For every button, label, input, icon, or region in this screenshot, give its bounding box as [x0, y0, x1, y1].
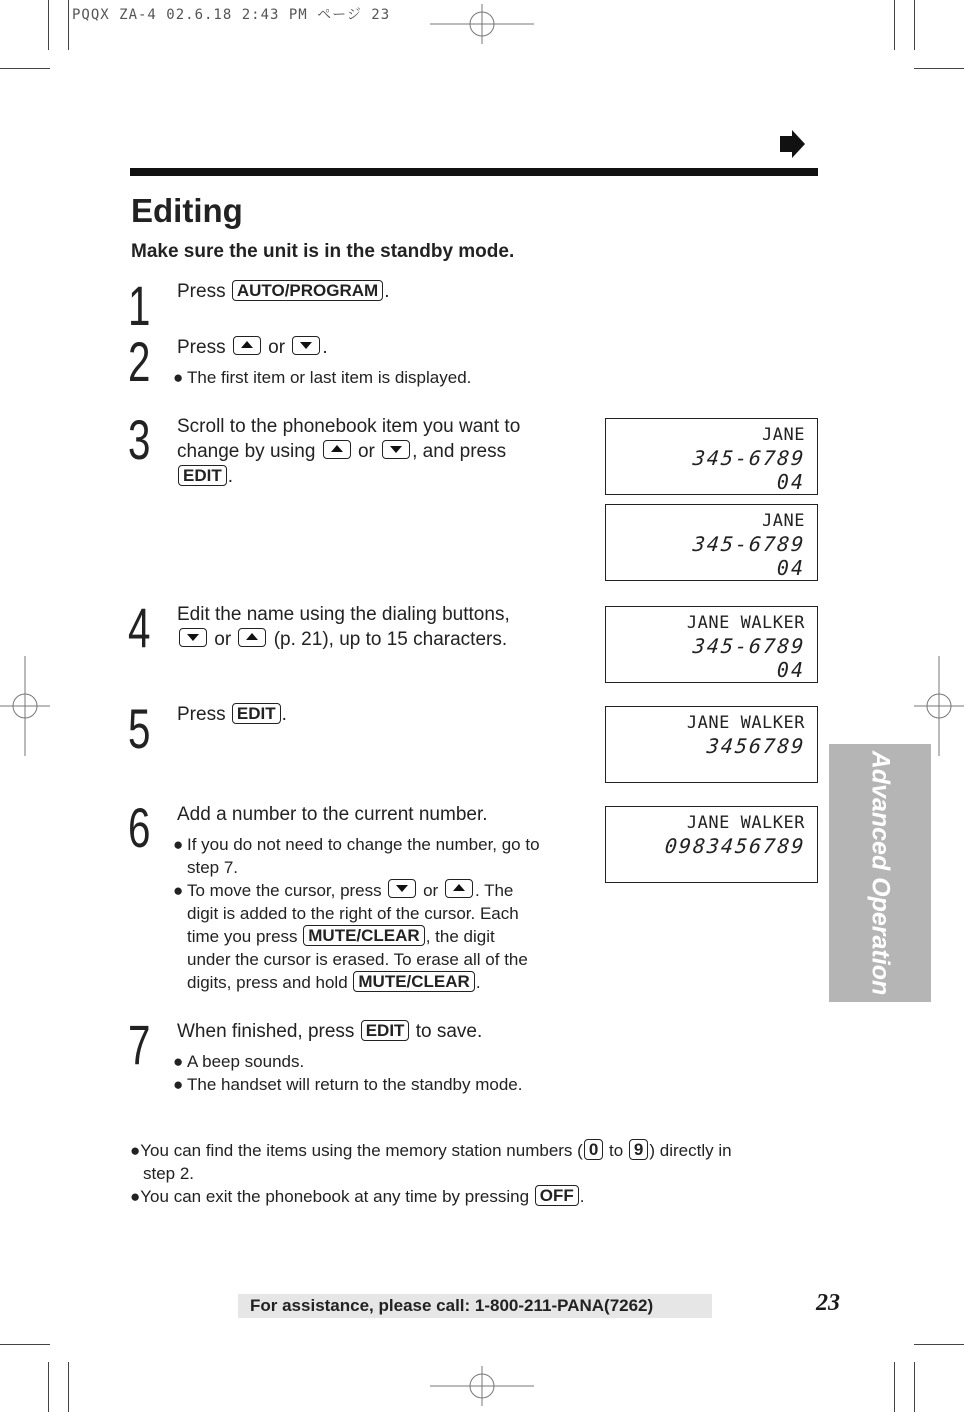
step-number: 4: [128, 596, 151, 659]
step-6-text: Add a number to the current number.: [177, 804, 488, 825]
crop-mark: [68, 0, 69, 50]
step-3-text: Scroll to the phonebook item you want to change by using or , and press EDIT .: [177, 416, 521, 487]
lcd-name: JANE: [762, 425, 805, 445]
step-2-text: Press or .: [177, 337, 328, 358]
edit-key: EDIT: [178, 465, 227, 486]
crop-mark: [48, 0, 49, 50]
up-arrow-key-icon: [238, 628, 266, 647]
lcd-display-2: [605, 504, 818, 581]
step-number: 6: [128, 796, 151, 859]
lcd-display-4: [605, 706, 818, 783]
crop-mark: [914, 68, 964, 69]
registration-mark: [914, 656, 964, 756]
continue-arrow-icon: [780, 130, 806, 158]
lcd-display-1: [605, 418, 818, 495]
edit-key: EDIT: [232, 703, 281, 724]
step-6-bullet-2: ● To move the cursor, press or . The digit is added to the right of the cursor. Each time you press MUTE/CLEAR , the digit under the cursor is erased. To erase all of the digits, press and hold MUTE/CLEAR .: [173, 881, 528, 992]
crop-mark: [914, 1344, 964, 1345]
section-side-tab-label: Advanced Operation: [866, 750, 895, 996]
down-arrow-key-icon: [292, 336, 320, 355]
lcd-station: 04: [776, 556, 805, 580]
crop-mark: [914, 1362, 915, 1412]
off-key: OFF: [535, 1185, 579, 1206]
lcd-station: 04: [776, 658, 805, 682]
step-7-text: When finished, press EDIT to save.: [177, 1021, 483, 1042]
registration-mark: [430, 4, 534, 44]
lcd-station: 04: [776, 470, 805, 494]
step-number: 3: [128, 408, 151, 471]
lcd-display-3: [605, 606, 818, 683]
note-1: ●You can find the items using the memory station numbers ( 0 to 9 ) directly in step 2.: [130, 1140, 732, 1183]
crop-mark: [68, 1362, 69, 1412]
lcd-number: 0983456789: [663, 834, 807, 858]
step-number: 2: [128, 330, 151, 393]
crop-mark: [48, 1362, 49, 1412]
section-side-tab: [829, 744, 931, 1002]
crop-mark: [914, 0, 915, 50]
edit-key: EDIT: [361, 1020, 410, 1041]
step-number: 1: [128, 274, 151, 337]
assistance-banner: [238, 1294, 712, 1318]
crop-mark: [894, 0, 895, 50]
step-2-bullet: ● The first item or last item is displayed.: [173, 368, 472, 387]
note-2: ●You can exit the phonebook at any time by pressing OFF .: [130, 1186, 585, 1206]
step-7-bullet-2: ● The handset will return to the standby mode.: [173, 1075, 523, 1094]
lcd-number: 345-6789: [691, 532, 807, 556]
key-0: 0: [584, 1139, 603, 1160]
down-arrow-key-icon: [388, 879, 416, 898]
step-7-bullet-1: ● A beep sounds.: [173, 1052, 305, 1071]
registration-mark: [430, 1366, 534, 1406]
step-6-bullet-1: ● If you do not need to change the number, go to step 7.: [173, 835, 540, 877]
lcd-number: 345-6789: [691, 446, 807, 470]
lcd-number: 345-6789: [691, 634, 807, 658]
mute-clear-key: MUTE/CLEAR: [303, 925, 424, 946]
lcd-name: JANE WALKER: [686, 713, 805, 733]
down-arrow-key-icon: [179, 628, 207, 647]
lcd-name: JANE: [762, 511, 805, 531]
key-9: 9: [629, 1139, 648, 1160]
step-number: 7: [128, 1013, 151, 1076]
step-1-text: Press AUTO/PROGRAM .: [177, 281, 390, 302]
step-number: 5: [128, 697, 151, 760]
up-arrow-key-icon: [445, 879, 473, 898]
auto-program-key: AUTO/PROGRAM: [232, 280, 383, 301]
page-subtitle: Make sure the unit is in the standby mode.: [131, 241, 515, 262]
down-arrow-key-icon: [382, 440, 410, 459]
step-5-text: Press EDIT .: [177, 704, 287, 725]
lcd-name: JANE WALKER: [686, 813, 805, 833]
step-4-text: Edit the name using the dialing buttons, or (p. 21), up to 15 characters.: [177, 604, 510, 650]
print-mark: PQQX ZA-4 02.6.18 2:43 PM ページ 23: [72, 7, 391, 23]
page-title: Editing: [131, 192, 243, 229]
lcd-number: 3456789: [705, 734, 807, 758]
lcd-display-5: [605, 806, 818, 883]
crop-mark: [0, 1344, 50, 1345]
lcd-name: JANE WALKER: [686, 613, 805, 633]
up-arrow-key-icon: [323, 440, 351, 459]
mute-clear-key: MUTE/CLEAR: [353, 971, 474, 992]
assistance-text: For assistance, please call: 1-800-211-PANA(7262): [250, 1296, 654, 1315]
page-number: 23: [816, 1290, 840, 1316]
up-arrow-key-icon: [233, 336, 261, 355]
header-rule: [130, 168, 818, 176]
crop-mark: [0, 68, 50, 69]
crop-mark: [894, 1362, 895, 1412]
registration-mark: [0, 656, 50, 756]
